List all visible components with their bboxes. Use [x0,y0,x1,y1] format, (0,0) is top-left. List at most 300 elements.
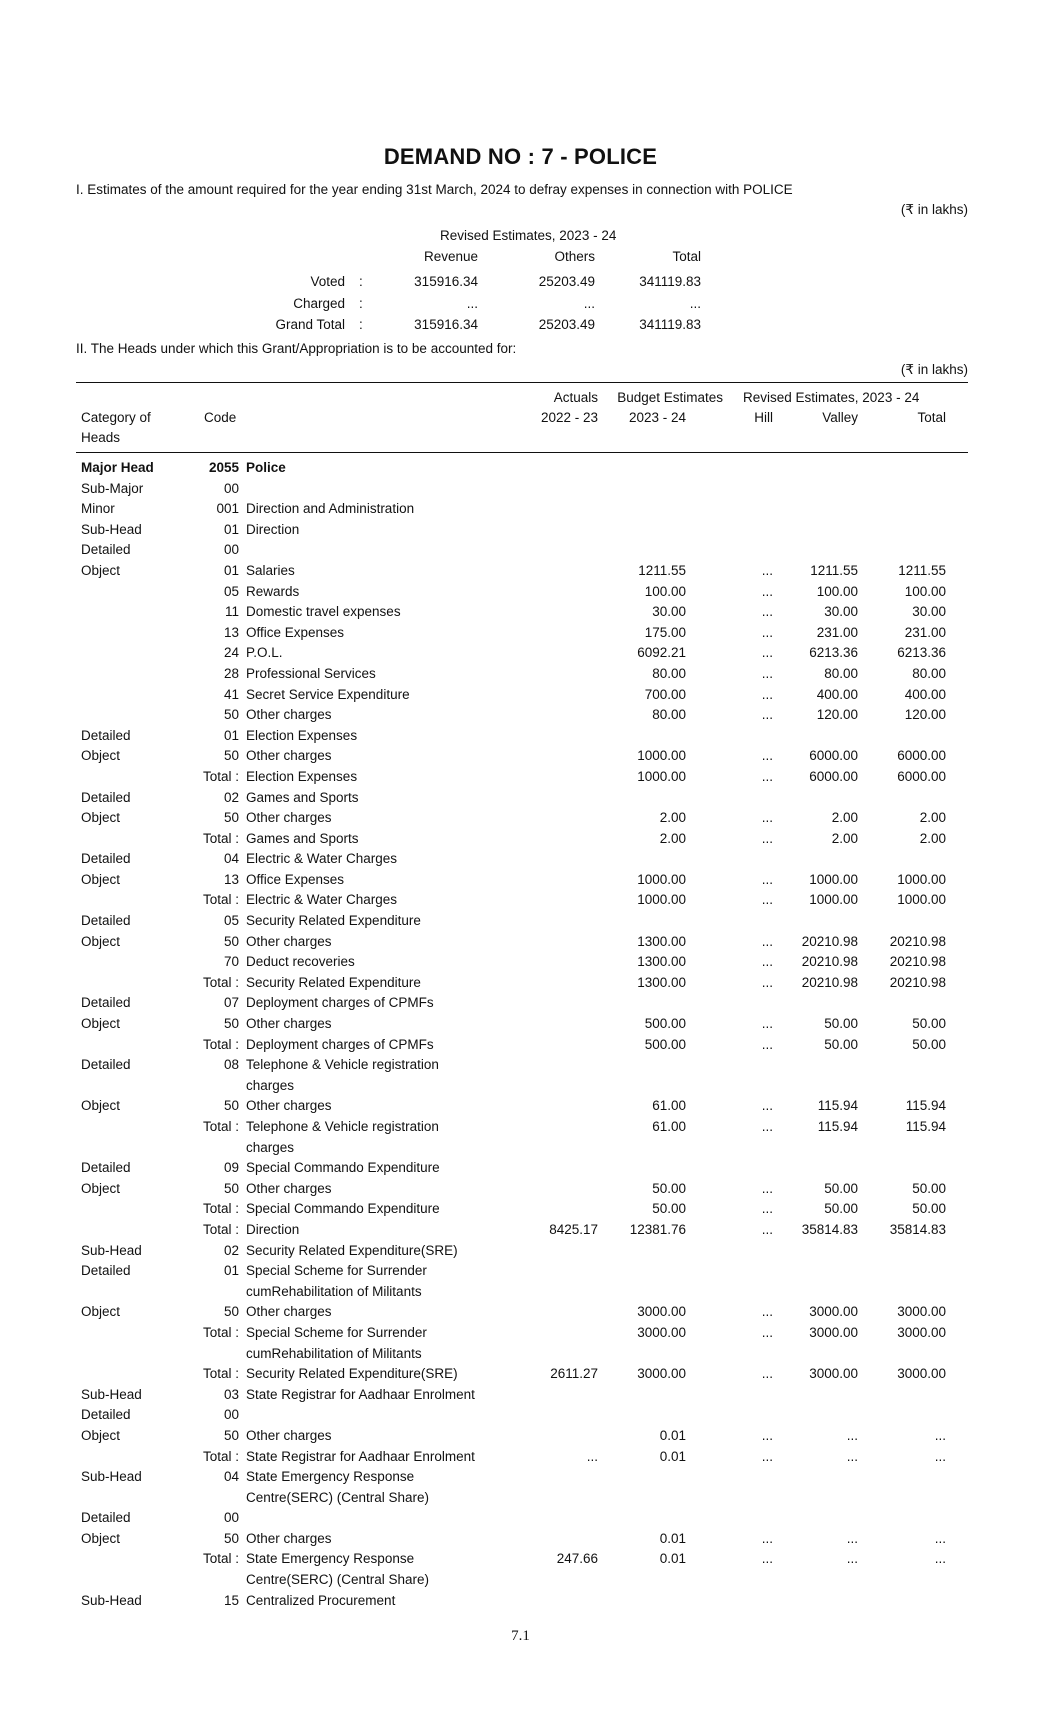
description-cell: Domestic travel expenses [246,604,401,620]
code-cell: 13 [223,871,239,887]
summary-voted-revenue: 315916.34 [414,274,478,289]
code-cell: Total : [202,1551,239,1567]
budget-cell: 1300.00 [637,954,686,970]
description-cell: Games and Sports [246,789,359,805]
description-cell: Election Expenses [246,727,358,743]
table-row [0,1140,1041,1161]
table-row [0,1572,1041,1593]
code-cell: 24 [223,645,239,661]
table-row [0,1449,1041,1470]
table-row [0,748,1041,769]
hill-cell: ... [761,1551,773,1567]
code-cell: 01 [223,1263,239,1279]
summary-voted-label: Voted [310,274,345,289]
code-cell: 09 [223,1160,239,1176]
valley-cell: 1211.55 [810,562,858,578]
hill-cell: ... [761,933,773,949]
description-cell: Salaries [246,562,295,578]
category-cell: Object [81,562,121,578]
table-row [0,831,1041,852]
total-cell: 1211.55 [898,562,946,578]
code-cell: 50 [223,1098,239,1114]
description-cell: Telephone & Vehicle registration [246,1057,439,1073]
total-cell: 115.94 [905,1098,946,1114]
table-row [0,604,1041,625]
code-cell: Total : [202,1119,239,1134]
budget-cell: 61.00 [652,1119,686,1134]
total-cell: ... [934,1427,946,1443]
budget-cell: 2.00 [659,810,686,826]
table-row [0,1531,1041,1552]
total-cell: 50.00 [912,1036,946,1052]
budget-cell: 3000.00 [637,1324,686,1340]
code-cell: 2055 [208,460,239,475]
category-cell: Detailed [81,995,131,1011]
summary-voted-total: 341119.83 [639,274,701,289]
total-cell: 2.00 [919,810,946,826]
code-cell: Total : [202,1036,239,1052]
table-row [0,1078,1041,1099]
hill-cell: ... [761,1016,773,1032]
category-cell: Object [81,1016,121,1032]
hill-cell: ... [761,1427,773,1443]
table-row [0,1490,1041,1511]
table-row [0,460,1041,481]
table-row [0,995,1041,1016]
header-total: Total [917,410,946,425]
valley-cell: 20210.98 [801,933,858,949]
description-cell: Direction and Administration [246,501,415,517]
budget-cell: 2.00 [659,830,686,846]
total-cell: 100.00 [904,583,946,599]
description-cell: Office Expenses [246,624,345,640]
code-cell: 50 [223,1016,239,1032]
table-row [0,1284,1041,1305]
table-row [0,1387,1041,1408]
total-cell: 3000.00 [897,1366,946,1382]
total-cell: 50.00 [912,1180,946,1196]
code-cell: 28 [223,665,239,681]
valley-cell: 35814.83 [801,1221,858,1237]
valley-cell: 50.00 [824,1180,858,1196]
valley-cell: 400.00 [816,686,858,702]
table-row [0,954,1041,975]
budget-cell: 30.00 [652,604,686,620]
header-valley: Valley [822,410,858,425]
hill-cell: ... [761,1530,773,1546]
budget-cell: 50.00 [652,1201,686,1217]
valley-cell: 1000.00 [809,892,858,908]
total-cell: 20210.98 [889,954,946,970]
budget-cell: 80.00 [652,665,686,681]
table-row [0,1201,1041,1222]
valley-cell: 50.00 [824,1016,858,1032]
budget-cell: 0.01 [659,1551,686,1567]
summary-charged-sep: : [359,296,363,311]
hill-cell: ... [761,583,773,599]
total-cell: 6000.00 [897,768,946,784]
valley-cell: 3000.00 [809,1324,858,1340]
description-cell: Electric & Water Charges [246,851,398,867]
total-cell: 30.00 [912,604,946,620]
category-cell: Object [81,1304,121,1320]
header-revised: Revised Estimates, 2023 - 24 [743,390,920,405]
description-cell: cumRehabilitation of Militants [246,1345,422,1361]
budget-cell: 50.00 [652,1180,686,1196]
category-cell: Sub-Head [81,1242,142,1258]
unit-label-table: (₹ in lakhs) [900,362,968,377]
description-cell: Centralized Procurement [246,1592,396,1608]
code-cell: 70 [223,954,239,970]
hill-cell: ... [761,954,773,970]
code-cell: Total : [202,830,239,846]
code-cell: 50 [223,707,239,723]
category-cell: Object [81,1098,121,1114]
table-row [0,851,1041,872]
description-cell: Direction [246,521,300,537]
category-cell: Object [81,748,121,764]
code-cell: Total : [202,1366,239,1382]
description-cell: Other charges [246,810,332,826]
description-cell: Deployment charges of CPMFs [246,995,434,1011]
total-cell: ... [934,1530,946,1546]
table-row [0,1098,1041,1119]
header-code: Code [204,410,237,425]
description-cell: Special Commando Expenditure [246,1160,440,1176]
budget-cell: 1000.00 [637,768,686,784]
budget-cell: 1000.00 [637,892,686,908]
description-cell: charges [246,1077,295,1093]
hill-cell: ... [761,645,773,661]
summary-charged-total: ... [689,296,701,311]
budget-cell: 61.00 [652,1098,686,1114]
table-row [0,645,1041,666]
description-cell: Centre(SERC) (Central Share) [246,1572,430,1588]
total-cell: ... [934,1448,946,1464]
table-header-rule [76,452,968,453]
category-cell: Sub-Head [81,1386,142,1402]
total-cell: 2.00 [919,830,946,846]
category-cell: Detailed [81,1510,131,1526]
table-row [0,1346,1041,1367]
unit-label-top: (₹ in lakhs) [900,202,968,217]
header-actuals: Actuals [553,390,598,405]
valley-cell: 50.00 [824,1036,858,1052]
valley-cell: 100.00 [816,583,858,599]
table-row [0,769,1041,790]
category-cell: Detailed [81,1407,131,1423]
description-cell: Other charges [246,1530,332,1546]
category-cell: Object [81,1427,121,1443]
valley-cell: ... [846,1530,858,1546]
table-row [0,687,1041,708]
total-cell: 115.94 [905,1119,946,1134]
hill-cell: ... [761,974,773,990]
summary-col-revenue: Revenue [423,249,478,264]
budget-cell: 1211.55 [638,562,686,578]
table-row [0,810,1041,831]
budget-cell: 175.00 [644,624,686,640]
description-cell: Security Related Expenditure(SRE) [246,1242,458,1258]
code-cell: 07 [223,995,239,1011]
table-row [0,1304,1041,1325]
total-cell: 80.00 [912,665,946,681]
description-cell: Office Expenses [246,871,345,887]
code-cell: 05 [223,913,239,929]
description-cell: Other charges [246,1098,332,1114]
budget-cell: 1000.00 [637,748,686,764]
description-cell: State Registrar for Aadhaar Enrolment [246,1386,475,1402]
total-cell: ... [934,1551,946,1567]
table-row [0,1593,1041,1614]
description-cell: Security Related Expenditure(SRE) [246,1366,458,1382]
valley-cell: ... [846,1448,858,1464]
table-row [0,584,1041,605]
category-cell: Object [81,810,121,826]
code-cell: 15 [223,1592,239,1608]
total-cell: 3000.00 [897,1324,946,1340]
code-cell: 50 [223,748,239,764]
hill-cell: ... [761,748,773,764]
hill-cell: ... [761,1324,773,1340]
table-row [0,707,1041,728]
hill-cell: ... [761,1119,773,1134]
table-row [0,913,1041,934]
description-cell: Direction [246,1221,300,1237]
table-row [0,1160,1041,1181]
code-cell: 50 [223,1180,239,1196]
description-cell: Other charges [246,1016,332,1032]
summary-grand-others: 25203.49 [538,317,595,332]
code-cell: Total : [202,1324,239,1340]
table-row [0,481,1041,502]
table-row [0,1469,1041,1490]
description-cell: Other charges [246,1427,332,1443]
valley-cell: 6213.36 [809,645,858,661]
summary-charged-others: ... [583,296,595,311]
header-budget: Budget Estimates [617,390,723,405]
hill-cell: ... [761,665,773,681]
valley-cell: ... [846,1551,858,1567]
category-cell: Sub-Head [81,521,142,537]
description-cell: Telephone & Vehicle registration [246,1119,439,1134]
table-row [0,1057,1041,1078]
description-cell: State Emergency Response [246,1551,415,1567]
table-row [0,1222,1041,1243]
actuals-cell: 2611.27 [550,1366,598,1382]
hill-cell: ... [761,830,773,846]
description-cell: cumRehabilitation of Militants [246,1283,422,1299]
budget-cell: 80.00 [652,707,686,723]
category-cell: Minor [81,501,115,517]
code-cell: Total : [202,768,239,784]
total-cell: 6213.36 [897,645,946,661]
total-cell: 20210.98 [889,933,946,949]
page-number: 7.1 [511,1628,530,1644]
summary-grand-sep: : [359,317,363,332]
code-cell: 50 [223,1304,239,1320]
category-cell: Sub-Head [81,1592,142,1608]
actuals-cell: 247.66 [556,1551,598,1567]
table-row [0,1428,1041,1449]
hill-cell: ... [761,1098,773,1114]
category-cell: Major Head [81,460,154,475]
description-cell: Other charges [246,707,332,723]
summary-voted-sep: : [359,274,363,289]
valley-cell: 6000.00 [809,748,858,764]
code-cell: 04 [223,1469,239,1485]
description-cell: Police [246,460,286,475]
table-top-rule [76,382,968,383]
code-cell: 00 [223,542,239,558]
hill-cell: ... [761,624,773,640]
category-cell: Detailed [81,1263,131,1279]
budget-table-body [0,460,1041,1613]
valley-cell: 2.00 [831,830,858,846]
description-cell: Centre(SERC) (Central Share) [246,1489,430,1505]
header-category-heads: Heads [81,430,121,445]
budget-cell: 0.01 [659,1448,686,1464]
actuals-cell: ... [586,1448,598,1464]
table-row [0,892,1041,913]
code-cell: 50 [223,1427,239,1443]
table-row [0,1243,1041,1264]
code-cell: 08 [223,1057,239,1073]
total-cell: 231.00 [904,624,946,640]
hill-cell: ... [761,1036,773,1052]
budget-cell: 3000.00 [637,1366,686,1382]
summary-grand-revenue: 315916.34 [414,317,478,332]
category-cell: Object [81,871,121,887]
description-cell: Deployment charges of CPMFs [246,1036,434,1052]
category-cell: Object [81,1530,121,1546]
intro-text: I. Estimates of the amount required for the year ending 31st March, 2024 to defray expenses in connection with POLICE [76,182,793,197]
category-cell: Detailed [81,1057,131,1073]
total-cell: 35814.83 [889,1221,946,1237]
table-row [0,625,1041,646]
table-row [0,522,1041,543]
valley-cell: 20210.98 [801,954,858,970]
valley-cell: 80.00 [824,665,858,681]
description-cell: Rewards [246,583,300,599]
budget-cell: 0.01 [659,1530,686,1546]
code-cell: 00 [223,480,239,496]
description-cell: Secret Service Expenditure [246,686,410,702]
code-cell: 50 [223,933,239,949]
code-cell: 01 [223,727,239,743]
hill-cell: ... [761,1201,773,1217]
actuals-cell: 8425.17 [549,1221,598,1237]
table-row [0,934,1041,955]
budget-cell: 500.00 [644,1016,686,1032]
description-cell: Games and Sports [246,830,359,846]
description-cell: Other charges [246,748,332,764]
valley-cell: 3000.00 [809,1366,858,1382]
budget-cell: 6092.21 [637,645,686,661]
header-actuals-year: 2022 - 23 [540,410,598,425]
valley-cell: ... [846,1427,858,1443]
budget-cell: 0.01 [659,1427,686,1443]
budget-cell: 1000.00 [637,871,686,887]
category-cell: Sub-Major [81,480,144,496]
code-cell: Total : [202,1201,239,1217]
table-row [0,872,1041,893]
valley-cell: 3000.00 [809,1304,858,1320]
budget-cell: 1300.00 [637,974,686,990]
header-hill: Hill [754,410,773,425]
category-cell: Detailed [81,542,131,558]
total-cell: 120.00 [904,707,946,723]
header-budget-year: 2023 - 24 [628,410,686,425]
budget-cell: 100.00 [644,583,686,599]
table-row [0,1037,1041,1058]
code-cell: Total : [202,974,239,990]
table-row [0,1510,1041,1531]
code-cell: Total : [202,892,239,908]
code-cell: 11 [224,604,239,620]
description-cell: Special Scheme for Surrender [246,1263,427,1279]
description-cell: Security Related Expenditure [246,974,421,990]
category-cell: Detailed [81,851,131,867]
budget-cell: 1300.00 [637,933,686,949]
category-cell: Object [81,933,121,949]
total-cell: 50.00 [912,1201,946,1217]
code-cell: 00 [223,1510,239,1526]
code-cell: 05 [223,583,239,599]
summary-grand-label: Grand Total [275,317,345,332]
summary-col-total: Total [672,249,701,264]
hill-cell: ... [761,768,773,784]
code-cell: 02 [223,1242,239,1258]
code-cell: 03 [223,1386,239,1402]
summary-col-others: Others [554,249,595,264]
table-row [0,501,1041,522]
description-cell: Special Commando Expenditure [246,1201,440,1217]
total-cell: 6000.00 [897,748,946,764]
description-cell: Deduct recoveries [246,954,355,970]
total-cell: 3000.00 [897,1304,946,1320]
code-cell: 02 [223,789,239,805]
description-cell: P.O.L. [246,645,283,661]
hill-cell: ... [761,1448,773,1464]
table-row [0,975,1041,996]
table-row [0,1366,1041,1387]
budget-cell: 12381.76 [629,1221,686,1237]
code-cell: 04 [223,851,239,867]
hill-cell: ... [761,1304,773,1320]
description-cell: Other charges [246,1304,332,1320]
code-cell: Total : [202,1448,239,1464]
description-cell: Election Expenses [246,768,358,784]
table-row [0,1551,1041,1572]
table-row [0,542,1041,563]
table-row [0,1263,1041,1284]
category-cell: Sub-Head [81,1469,142,1485]
valley-cell: 120.00 [816,707,858,723]
code-cell: 13 [223,624,239,640]
category-cell: Detailed [81,789,131,805]
header-category: Category of [81,410,151,425]
summary-charged-label: Charged [293,296,345,311]
hill-cell: ... [761,892,773,908]
valley-cell: 50.00 [824,1201,858,1217]
code-cell: 01 [223,521,239,537]
valley-cell: 6000.00 [809,768,858,784]
table-row [0,563,1041,584]
valley-cell: 1000.00 [809,871,858,887]
hill-cell: ... [761,604,773,620]
hill-cell: ... [761,707,773,723]
